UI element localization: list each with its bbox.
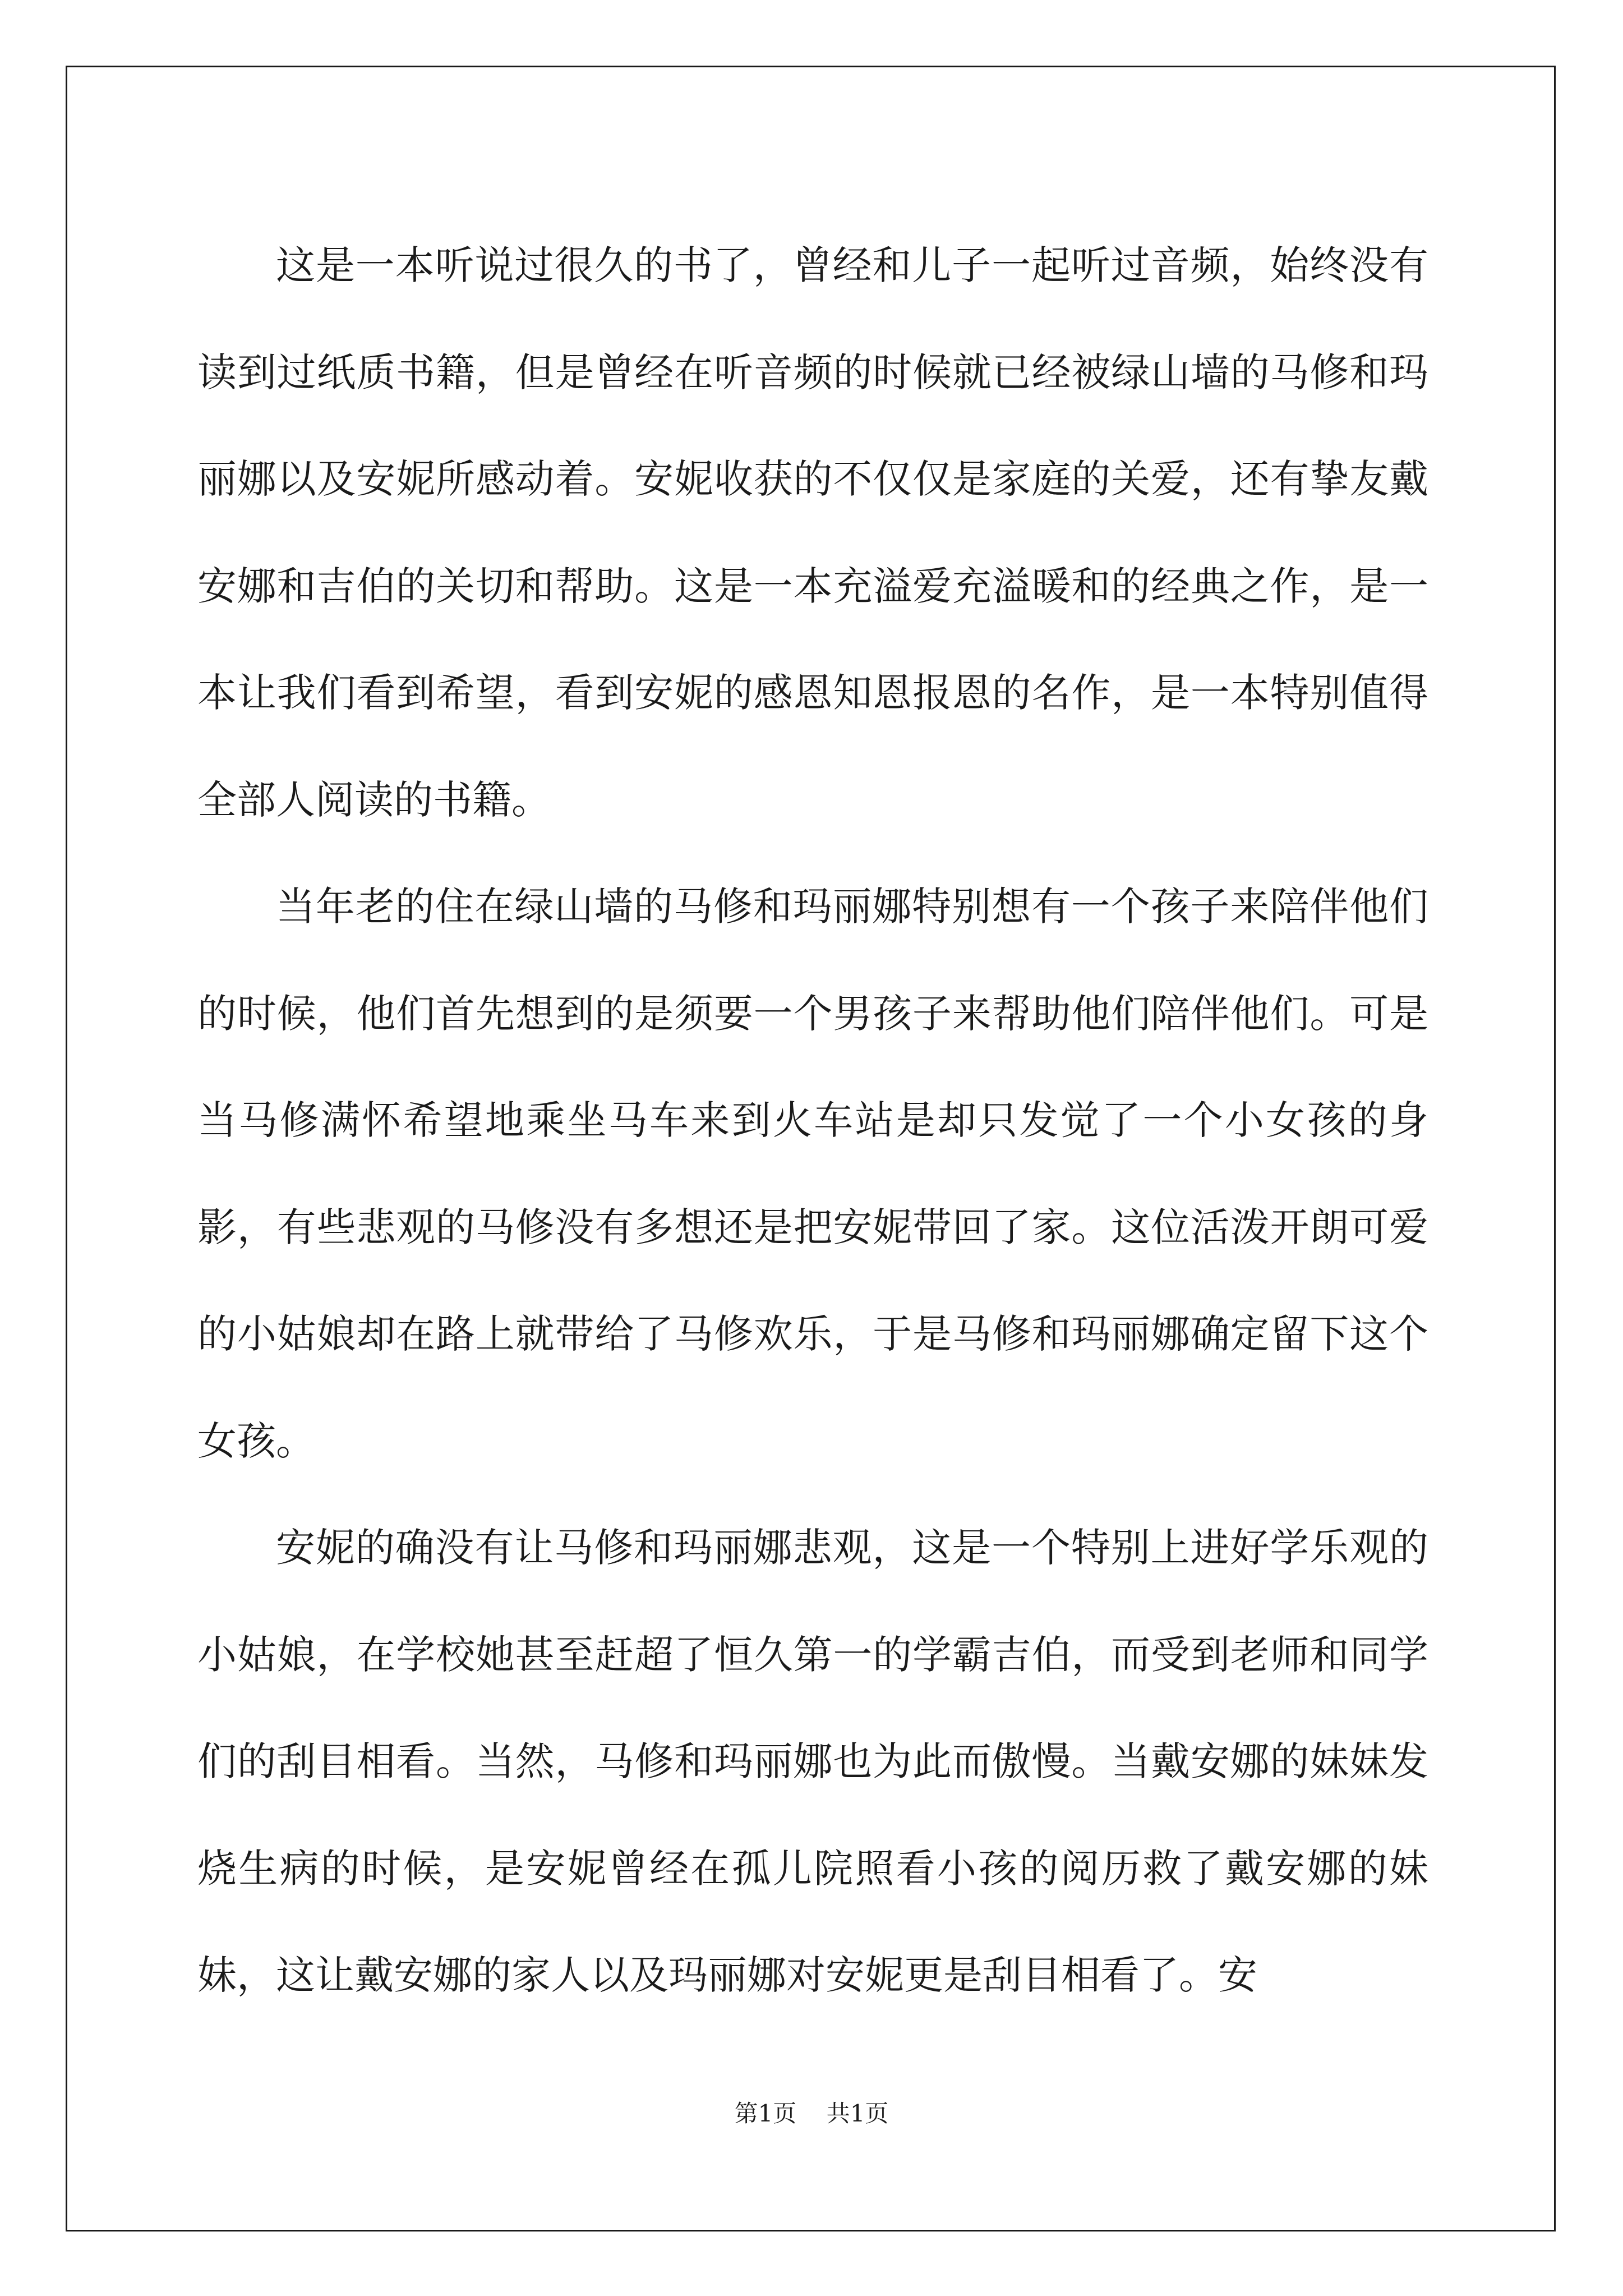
- paragraph-2: 当年老的住在绿山墙的马修和玛丽娜特别想有一个孩子来陪伴他们的时候，他们首先想到的是须要一个男孩子来帮助他们陪伴他们。可是当马修满怀希望地乘坐马车来到火车站是却只发觉了一个小女孩的身影，有些悲观的马修没有多想还是把安妮带回了家。这位活泼开朗可爱的小姑娘却在路上就带给了马修欢乐，于是马修和玛丽娜确定留下这个女孩。: [197, 884, 1428, 1464]
- page-footer: [0, 2095, 1623, 2129]
- paragraph-3: 安妮的确没有让马修和玛丽娜悲观，这是一个特别上进好学乐观的小姑娘，在学校她甚至赶超了恒久第一的学霸吉伯，而受到老师和同学们的刮目相看。当然，马修和玛丽娜也为此而傲慢。当戴安娜的妹妹发烧生病的时候，是安妮曾经在孤儿院照看小孩的阅历救了戴安娜的妹妹，这让戴安娜的家人以及玛丽娜对安妮更是刮目相看了。安: [197, 1525, 1428, 1998]
- document-body: [197, 212, 1428, 2029]
- page-total: 共1页: [826, 2100, 889, 2127]
- paragraph-1: 这是一本听说过很久的书了，曾经和儿子一起听过音频，始终没有读到过纸质书籍，但是曾经在听音频的时候就已经被绿山墙的马修和玛丽娜以及安妮所感动着。安妮收获的不仅仅是家庭的关爱，还有挚友戴安娜和吉伯的关切和帮助。这是一本充溢爱充溢暖和的经典之作，是一本让我们看到希望，看到安妮的感恩知恩报恩的名作，是一本特别值得全部人阅读的书籍。: [197, 242, 1428, 823]
- page-number: 第1页: [734, 2100, 797, 2127]
